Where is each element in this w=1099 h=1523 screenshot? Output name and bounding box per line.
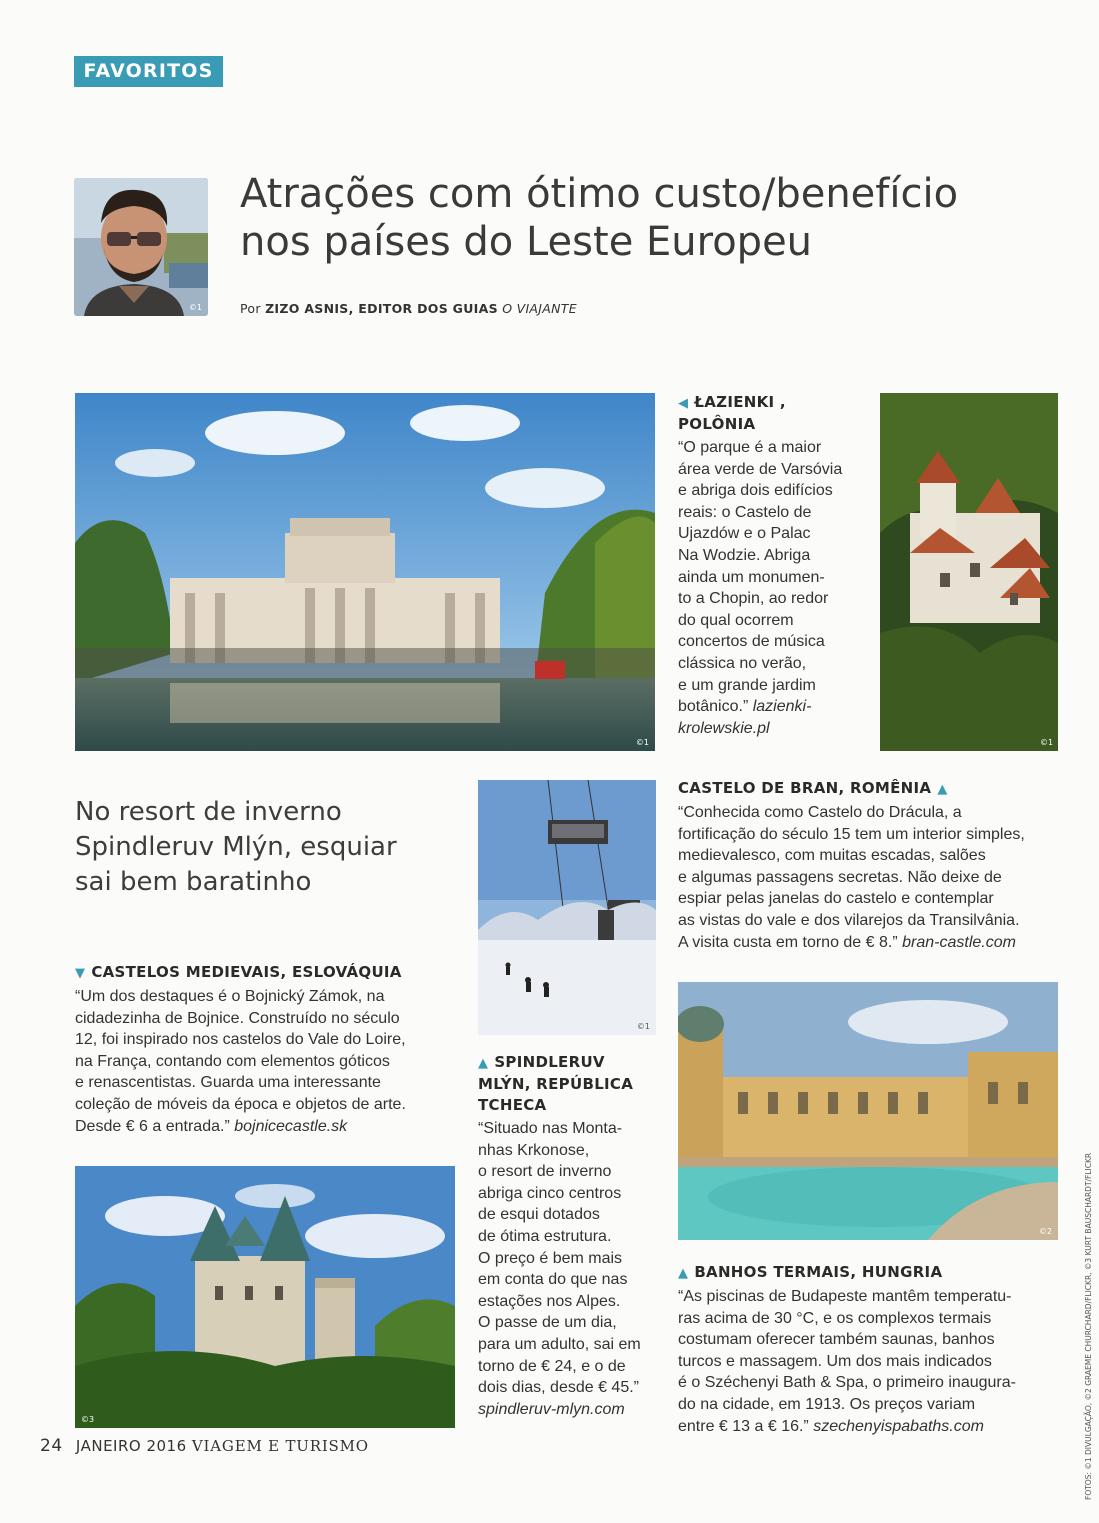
bojnice-castle-photo	[75, 1166, 455, 1428]
lazienki-link[interactable]: lazienki-	[752, 698, 812, 716]
photo-credit: ©1	[635, 738, 649, 747]
castelos-link[interactable]: bojnicecastle.sk	[234, 1117, 348, 1135]
triangle-left-icon: ◀	[678, 396, 689, 411]
title-line-1: Atrações com ótimo custo/benefício	[240, 171, 959, 217]
title-line-2: nos países do Leste Europeu	[240, 219, 813, 265]
szechenyi-baths-photo	[678, 982, 1058, 1240]
side-photo-credits: FOTOS: ©1 DIVULGAÇÃO, ©2 GRAEME CHURCHARD/FLICKR, ©3 KURT BAUSCHARDT/FLICKR	[1084, 1152, 1093, 1500]
lazienki-link-cont[interactable]: krolewskie.pl	[678, 719, 770, 737]
section-tab: FAVORITOS	[74, 56, 223, 87]
magazine-name: VIAGEM E TURISMO	[191, 1437, 369, 1455]
bran-heading: CASTELO DE BRAN, ROMÊNIA ▲	[678, 778, 1073, 800]
byline	[240, 301, 577, 316]
spindleruv-heading: ▲ SPINDLERUV MLÝN, REPÚBLICA TCHECA	[478, 1053, 634, 1114]
byline-prefix: Por	[240, 301, 261, 316]
article-title	[240, 170, 1040, 266]
triangle-up-icon: ▲	[937, 782, 948, 797]
spindleruv-link[interactable]: spindleruv-mlyn.com	[478, 1400, 625, 1418]
pull-quote: No resort de inverno Spindleruv Mlýn, esquiar sai bem baratinho	[75, 797, 397, 897]
issue-date: JANEIRO 2016	[75, 1437, 187, 1455]
lazienki-body: “O parque é a maior área verde de Varsóvia e abriga dois edifícios reais: o Castelo de Ujazdów e o Palac Na Wodzie. Abriga ainda um monumen- to a Chopin, ao redor do qual ocorrem concertos de música clássica no verão, e um grande jardim botânico.” lazienki- krolewskie.pl	[678, 439, 843, 737]
ski-resort-photo	[478, 780, 656, 1035]
byline-author: ZIZO ASNIS, EDITOR DOS GUIAS	[265, 301, 498, 316]
castelos-entry	[75, 962, 465, 1137]
triangle-up-icon: ▲	[478, 1056, 489, 1071]
byline-publication: O VIAJANTE	[502, 301, 577, 316]
lazienki-palace-photo	[75, 393, 655, 751]
bran-entry	[678, 778, 1073, 953]
bran-link[interactable]: bran-castle.com	[902, 933, 1016, 951]
banhos-body: “As piscinas de Budapeste mantêm temperatu- ras acima de 30 °C, e os complexos termais costumam oferecer também saunas, banhos turcos e massagem. Um dos mais indicados é o Széchenyi Bath & Spa, o primeiro inaugura- do na cidade, em 1913. Os preços variam entre € 13 a € 16.” szechenyispabaths.com	[678, 1288, 1016, 1435]
photo-credit: ©1	[636, 1022, 650, 1031]
bran-castle-photo	[880, 393, 1058, 751]
photo-credit: ©1	[1040, 738, 1054, 747]
banhos-heading: ▲ BANHOS TERMAIS, HUNGRIA	[678, 1262, 1073, 1284]
spindleruv-body: “Situado nas Monta- nhas Krkonose, o resort de inverno abriga cinco centros de esqui dotados de ótima estrutura. O preço é bem mais em conta do que nas estações nos Alpes. O passe de um dia, para um adulto, sai em torno de € 24, e o de dois dias, desde € 45.” spindleruv-mlyn.com	[478, 1120, 641, 1418]
bran-body: “Conhecida como Castelo do Drácula, a fortificação do século 15 tem um interior simples, medievalesco, com muitas escadas, salões e algumas passagens secretas. Não deixe de espiar pelas janelas do castelo e contemplar as vistas do vale e dos vilarejos da Transilvânia. A visita custa em torno de € 8.” bran-castle.com	[678, 804, 1025, 951]
photo-credit: ©2	[1038, 1227, 1052, 1236]
triangle-up-icon: ▲	[678, 1266, 689, 1281]
spindleruv-entry	[478, 1052, 668, 1420]
lazienki-heading: ◀ ŁAZIENKI , POLÔNIA	[678, 393, 786, 433]
banhos-entry	[678, 1262, 1073, 1437]
photo-credit: ©3	[81, 1415, 95, 1424]
photo-credit: ©1	[188, 303, 202, 312]
castelos-body: “Um dos destaques é o Bojnický Zámok, na cidadezinha de Bojnice. Construído no século 12, foi inspirado nos castelos do Vale do Loire, na França, contando com elementos góticos e renascentistas. Guarda uma interessante coleção de móveis da época e objetos de arte. Desde € 6 a entrada.” bojnicecastle.sk	[75, 988, 406, 1135]
author-portrait	[74, 178, 208, 316]
page-number: 24	[40, 1436, 63, 1456]
triangle-down-icon: ▼	[75, 966, 86, 981]
page-footer	[40, 1436, 369, 1456]
banhos-link[interactable]: szechenyispabaths.com	[813, 1417, 984, 1435]
lazienki-entry	[678, 392, 873, 739]
castelos-heading: ▼ CASTELOS MEDIEVAIS, ESLOVÁQUIA	[75, 962, 465, 984]
